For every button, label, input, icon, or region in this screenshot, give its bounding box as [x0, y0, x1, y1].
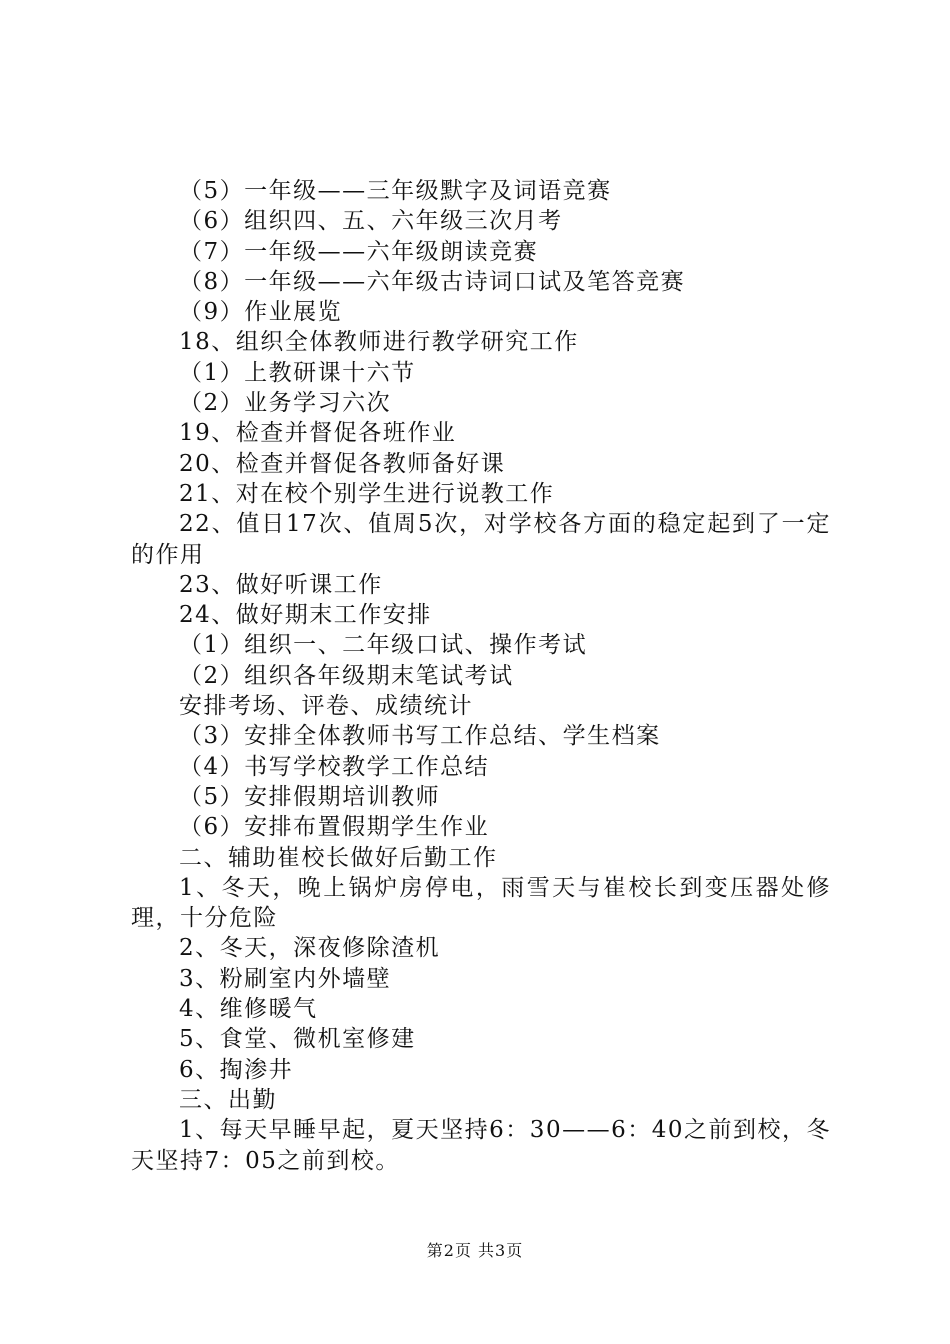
list-item: 3、粉刷室内外墙壁	[179, 965, 392, 992]
list-item: 21、对在校个别学生进行说教工作	[179, 480, 555, 507]
list-item: （2）业务学习六次	[179, 390, 392, 417]
list-item: （7）一年级——六年级朗读竞赛	[179, 238, 539, 265]
list-item: 19、检查并督促各班作业	[179, 420, 457, 447]
document-body	[131, 176, 831, 1176]
list-item: （6）安排布置假期学生作业	[179, 814, 490, 841]
list-item: （6）组织四、五、六年级三次月考	[179, 208, 563, 235]
list-item: （4）书写学校教学工作总结	[179, 753, 490, 780]
list-item: 4、维修暖气	[179, 996, 318, 1023]
list-item: 安排考场、评卷、成绩统计	[179, 693, 473, 720]
list-item: （5）一年级——三年级默字及词语竞赛	[179, 178, 612, 204]
list-item: （5）安排假期培训教师	[179, 783, 441, 810]
list-item: 6、掏渗井	[179, 1056, 294, 1083]
list-item: 5、食堂、微机室修建	[179, 1026, 416, 1053]
list-item: 24、做好期末工作安排	[179, 602, 432, 629]
section-heading: 三、出勤	[179, 1086, 277, 1113]
list-item: 23、做好听课工作	[179, 571, 383, 598]
list-item: 20、检查并督促各教师备好课	[179, 450, 506, 477]
section-heading: 二、辅助崔校长做好后勤工作	[179, 844, 498, 871]
list-item-wrapped: 1、冬天，晚上锅炉房停电，雨雪天与崔校长到变压器处修理，十分危险	[131, 874, 831, 932]
list-item: （1）上教研课十六节	[179, 359, 416, 386]
list-item-wrapped: 1、每天早睡早起，夏天坚持6：30——6：40之前到校，冬天坚持7：05之前到校。	[131, 1117, 831, 1174]
list-item: 18、组织全体教师进行教学研究工作	[179, 329, 579, 356]
list-item: （9）作业展览	[179, 299, 343, 326]
list-item: （2）组织各年级期末笔试考试	[179, 662, 514, 689]
list-item: （3）安排全体教师书写工作总结、学生档案	[179, 723, 661, 750]
list-item: 2、冬天，深夜修除渣机	[179, 935, 441, 962]
list-item-wrapped: 22、值日17次、值周5次，对学校各方面的稳定起到了一定的作用	[131, 511, 831, 568]
page-footer: 第2页 共3页	[426, 1241, 524, 1260]
list-item: （1）组织一、二年级口试、操作考试	[179, 632, 588, 659]
list-item: （8）一年级——六年级古诗词口试及笔答竞赛	[179, 268, 686, 295]
